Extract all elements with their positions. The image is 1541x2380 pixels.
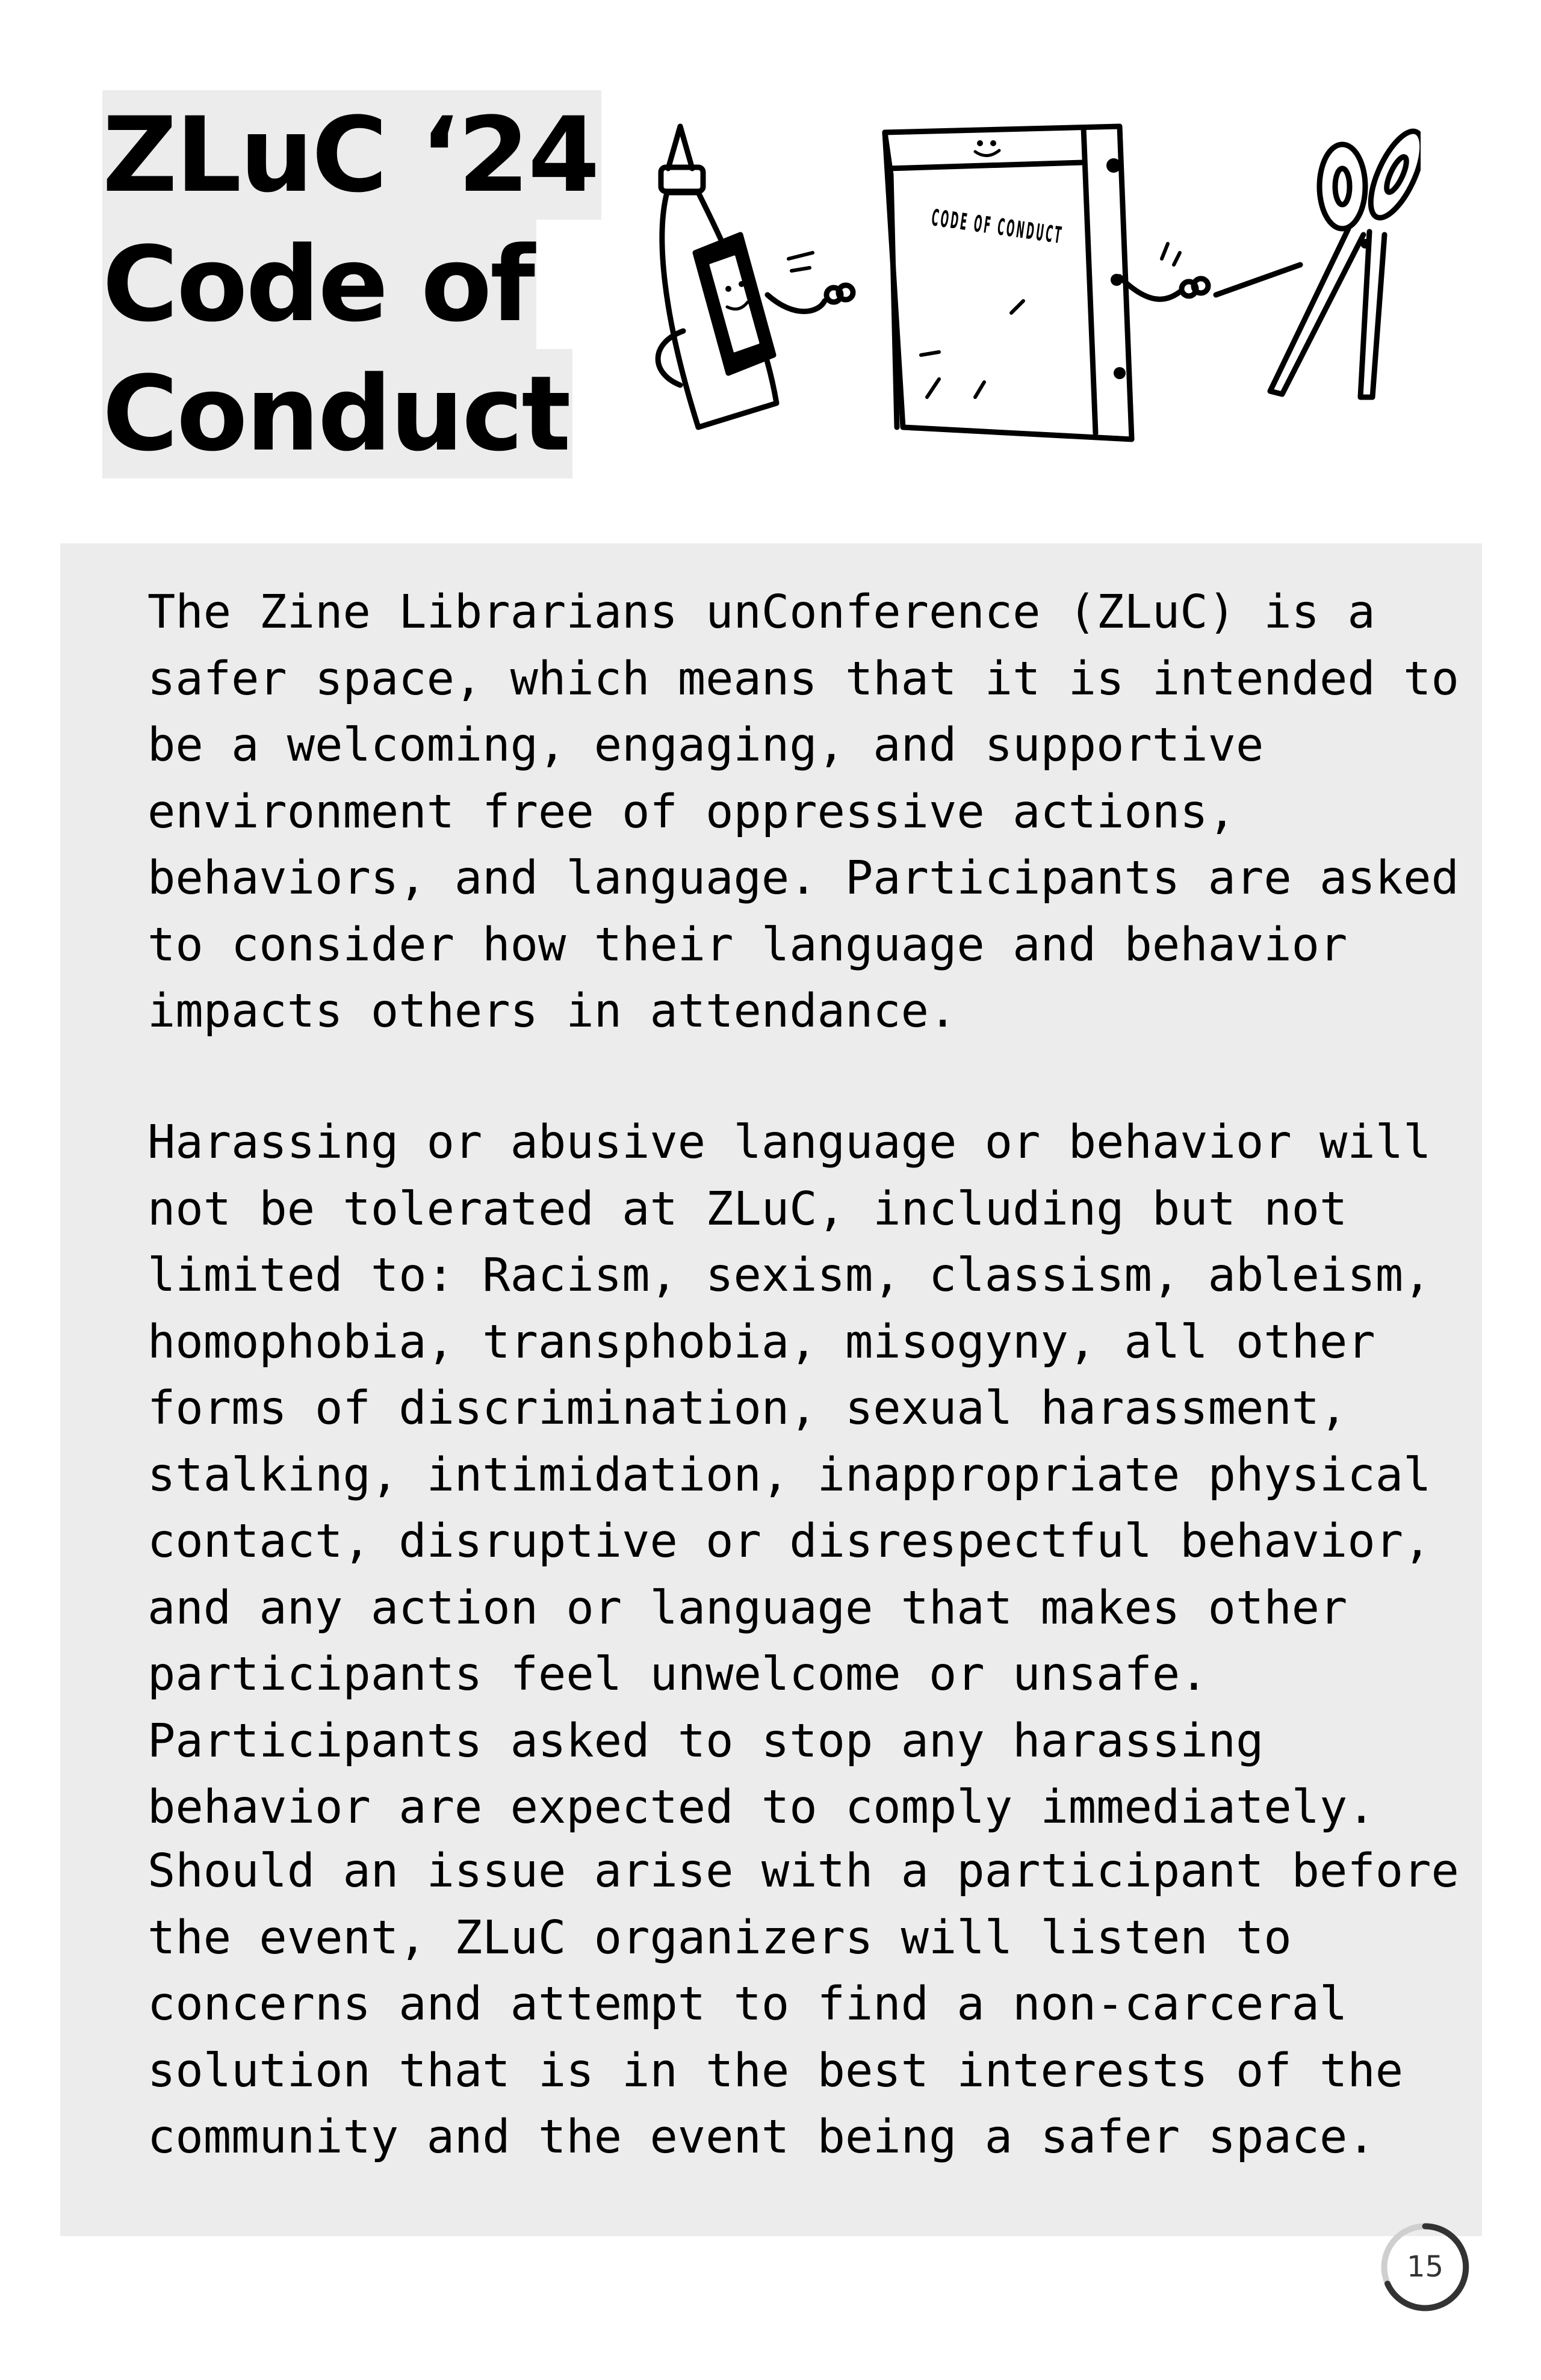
paragraph-issue-resolution: Should an issue arise with a participant before the event, ZLuC organizers will listen to concerns and attempt to find a non-carceral solution that is in the best interests of the community and the event being a safer space. xyxy=(147,1844,1459,2164)
glue-bottle-icon xyxy=(658,126,853,427)
code-of-conduct-illustration xyxy=(638,114,1421,463)
title-line-1: ZLuC ‘24 xyxy=(102,90,601,220)
paragraph-intro: The Zine Librarians unConference (ZLuC) is a safer space, which means that it is intended to be a welcoming, engaging, and supportive environment free of oppressive actions, behaviors, and language. Participants are asked to consider how their language and behavior impacts others in attendance. xyxy=(147,586,1459,1038)
code-of-conduct-text-panel xyxy=(60,543,1482,2236)
page-number-badge xyxy=(1375,2218,1475,2317)
title-line-3: Conduct xyxy=(102,349,572,478)
zine-book-icon xyxy=(885,126,1208,439)
title-line-2: Code of xyxy=(102,220,536,349)
page-title xyxy=(102,90,601,478)
scissors-icon xyxy=(1216,125,1421,397)
paragraph-harassment: Harassing or abusive language or behavior will not be tolerated at ZLuC, including but not limited to: Racism, sexism, classism, ableism, homophobia, transphobia, misogyny, all other forms of discrimination, sexual harassment, stalking, intimidation, inappropriate physical contact, disruptive or disrespectful behavior, and any action or language that makes other participants feel unwelcome or unsafe. Participants asked to stop any harassing behavior are expected to comply immediately. xyxy=(147,1116,1431,1834)
page-number: 15 xyxy=(1406,2250,1444,2284)
